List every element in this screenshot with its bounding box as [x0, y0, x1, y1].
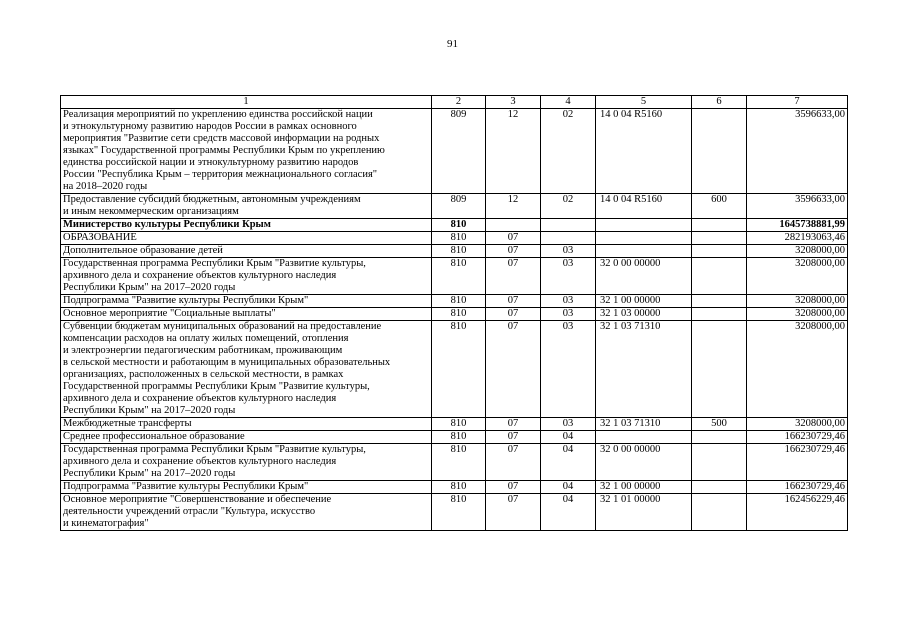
row-target-code: 32 1 03 71310 — [596, 321, 692, 418]
table-row — [61, 258, 848, 295]
row-amount: 3208000,00 — [747, 258, 848, 295]
table-row — [61, 494, 848, 531]
row-ministry-code: 810 — [432, 245, 486, 258]
row-name-cell: Государственная программа Республики Крым "Развитие культуры, архивного дела и сохранение объектов культурного наследия Республики Крым" на 2017–2020 годы — [61, 258, 432, 295]
table-row — [61, 481, 848, 494]
header-col-6: 6 — [692, 96, 747, 109]
row-name-cell: Подпрограмма "Развитие культуры Республики Крым" — [61, 295, 432, 308]
row-section-code: 07 — [486, 444, 541, 481]
row-name-cell: Государственная программа Республики Крым "Развитие культуры, архивного дела и сохранение объектов культурного наследия Республики Крым" на 2017–2020 годы — [61, 444, 432, 481]
row-amount: 3208000,00 — [747, 321, 848, 418]
row-target-code: 32 1 03 71310 — [596, 418, 692, 431]
row-target-code: 32 1 00 00000 — [596, 481, 692, 494]
row-section-code: 07 — [486, 295, 541, 308]
row-amount: 3208000,00 — [747, 245, 848, 258]
page-number: 91 — [447, 38, 458, 50]
row-section-code: 07 — [486, 431, 541, 444]
row-target-code: 14 0 04 R5160 — [596, 109, 692, 194]
table-row — [61, 308, 848, 321]
row-expense-code: 600 — [692, 194, 747, 219]
table-row — [61, 194, 848, 219]
table-row — [61, 245, 848, 258]
row-subsection-code: 04 — [541, 444, 596, 481]
row-amount: 166230729,46 — [747, 481, 848, 494]
row-subsection-code: 03 — [541, 295, 596, 308]
row-target-code: 32 1 00 00000 — [596, 295, 692, 308]
table-row — [61, 109, 848, 194]
row-subsection-code — [541, 232, 596, 245]
row-section-code — [486, 219, 541, 232]
table-header — [61, 96, 848, 109]
row-subsection-code: 03 — [541, 308, 596, 321]
row-name-cell: Предоставление субсидий бюджетным, автономным учреждениям и иным некоммерческим организациям — [61, 194, 432, 219]
table-row — [61, 418, 848, 431]
row-section-code: 07 — [486, 308, 541, 321]
row-name-cell: Среднее профессиональное образование — [61, 431, 432, 444]
table-body — [61, 109, 848, 531]
row-section-code: 07 — [486, 232, 541, 245]
row-amount: 3208000,00 — [747, 418, 848, 431]
row-subsection-code: 03 — [541, 321, 596, 418]
row-amount: 166230729,46 — [747, 431, 848, 444]
row-amount: 3208000,00 — [747, 295, 848, 308]
row-expense-code — [692, 494, 747, 531]
row-name-cell: Реализация мероприятий по укреплению единства российской нации и этнокультурному развитию народов России в рамках основного мероприятия "Развитие сети средств массовой информации на родных языках" Государственной программы Республики Крым по укреплению единства российской нации и этнокультурному развитию народов России "Республика Крым – территория межнационального согласия" на 2018–2020 годы — [61, 109, 432, 194]
row-target-code — [596, 431, 692, 444]
row-ministry-code: 810 — [432, 418, 486, 431]
table-row — [61, 321, 848, 418]
header-col-1: 1 — [61, 96, 432, 109]
row-subsection-code: 04 — [541, 494, 596, 531]
row-target-code: 32 1 01 00000 — [596, 494, 692, 531]
row-expense-code — [692, 444, 747, 481]
row-ministry-code: 810 — [432, 219, 486, 232]
row-section-code: 07 — [486, 321, 541, 418]
row-expense-code: 500 — [692, 418, 747, 431]
row-expense-code — [692, 109, 747, 194]
row-target-code — [596, 232, 692, 245]
row-name-cell: Подпрограмма "Развитие культуры Республики Крым" — [61, 481, 432, 494]
row-subsection-code — [541, 219, 596, 232]
row-ministry-code: 809 — [432, 109, 486, 194]
row-name-cell: Основное мероприятие "Социальные выплаты" — [61, 308, 432, 321]
row-expense-code — [692, 245, 747, 258]
header-col-7: 7 — [747, 96, 848, 109]
header-col-4: 4 — [541, 96, 596, 109]
row-ministry-code: 810 — [432, 321, 486, 418]
row-amount: 166230729,46 — [747, 444, 848, 481]
row-target-code: 32 1 03 00000 — [596, 308, 692, 321]
row-section-code: 07 — [486, 245, 541, 258]
header-col-3: 3 — [486, 96, 541, 109]
table-row — [61, 232, 848, 245]
row-section-code: 07 — [486, 258, 541, 295]
row-ministry-code: 810 — [432, 444, 486, 481]
row-expense-code — [692, 258, 747, 295]
row-expense-code — [692, 321, 747, 418]
row-ministry-code: 810 — [432, 295, 486, 308]
row-target-code: 32 0 00 00000 — [596, 444, 692, 481]
row-expense-code — [692, 295, 747, 308]
header-row — [61, 96, 848, 109]
row-section-code: 07 — [486, 418, 541, 431]
row-name-cell: ОБРАЗОВАНИЕ — [61, 232, 432, 245]
row-name-cell: Субвенции бюджетам муниципальных образований на предоставление компенсации расходов на оплату жилых помещений, отопления и электроэнергии педагогическим работникам, проживающим в сельской местности и работающим в муниципальных образовательных организациях, расположенных в сельской местности, в рамках Государственной программы Республики Крым "Развитие культуры, архивного дела и сохранение объектов культурного наследия Республики Крым" на 2017–2020 годы — [61, 321, 432, 418]
row-target-code — [596, 219, 692, 232]
row-amount: 3596633,00 — [747, 194, 848, 219]
row-amount: 3208000,00 — [747, 308, 848, 321]
row-expense-code — [692, 232, 747, 245]
row-section-code: 07 — [486, 494, 541, 531]
row-subsection-code: 02 — [541, 194, 596, 219]
budget-table — [60, 95, 848, 531]
row-subsection-code: 02 — [541, 109, 596, 194]
row-subsection-code: 04 — [541, 431, 596, 444]
row-target-code — [596, 245, 692, 258]
row-target-code: 14 0 04 R5160 — [596, 194, 692, 219]
row-amount: 1645738881,99 — [747, 219, 848, 232]
row-ministry-code: 810 — [432, 232, 486, 245]
table-row — [61, 295, 848, 308]
row-expense-code — [692, 481, 747, 494]
row-section-code: 12 — [486, 109, 541, 194]
row-amount: 3596633,00 — [747, 109, 848, 194]
table-row — [61, 444, 848, 481]
table-row — [61, 219, 848, 232]
row-subsection-code: 03 — [541, 245, 596, 258]
row-name-cell: Основное мероприятие "Совершенствование и обеспечение деятельности учреждений отрасли "Культура, искусство и кинематография" — [61, 494, 432, 531]
row-ministry-code: 809 — [432, 194, 486, 219]
row-ministry-code: 810 — [432, 258, 486, 295]
row-ministry-code: 810 — [432, 481, 486, 494]
row-ministry-code: 810 — [432, 494, 486, 531]
row-expense-code — [692, 431, 747, 444]
row-name-cell: Дополнительное образование детей — [61, 245, 432, 258]
row-subsection-code: 03 — [541, 418, 596, 431]
row-expense-code — [692, 308, 747, 321]
row-amount: 282193063,46 — [747, 232, 848, 245]
row-expense-code — [692, 219, 747, 232]
header-col-2: 2 — [432, 96, 486, 109]
header-col-5: 5 — [596, 96, 692, 109]
table-row — [61, 431, 848, 444]
row-subsection-code: 04 — [541, 481, 596, 494]
row-name-cell: Министерство культуры Республики Крым — [61, 219, 432, 232]
row-amount: 162456229,46 — [747, 494, 848, 531]
row-ministry-code: 810 — [432, 308, 486, 321]
row-section-code: 07 — [486, 481, 541, 494]
row-subsection-code: 03 — [541, 258, 596, 295]
row-section-code: 12 — [486, 194, 541, 219]
row-ministry-code: 810 — [432, 431, 486, 444]
row-target-code: 32 0 00 00000 — [596, 258, 692, 295]
row-name-cell: Межбюджетные трансферты — [61, 418, 432, 431]
